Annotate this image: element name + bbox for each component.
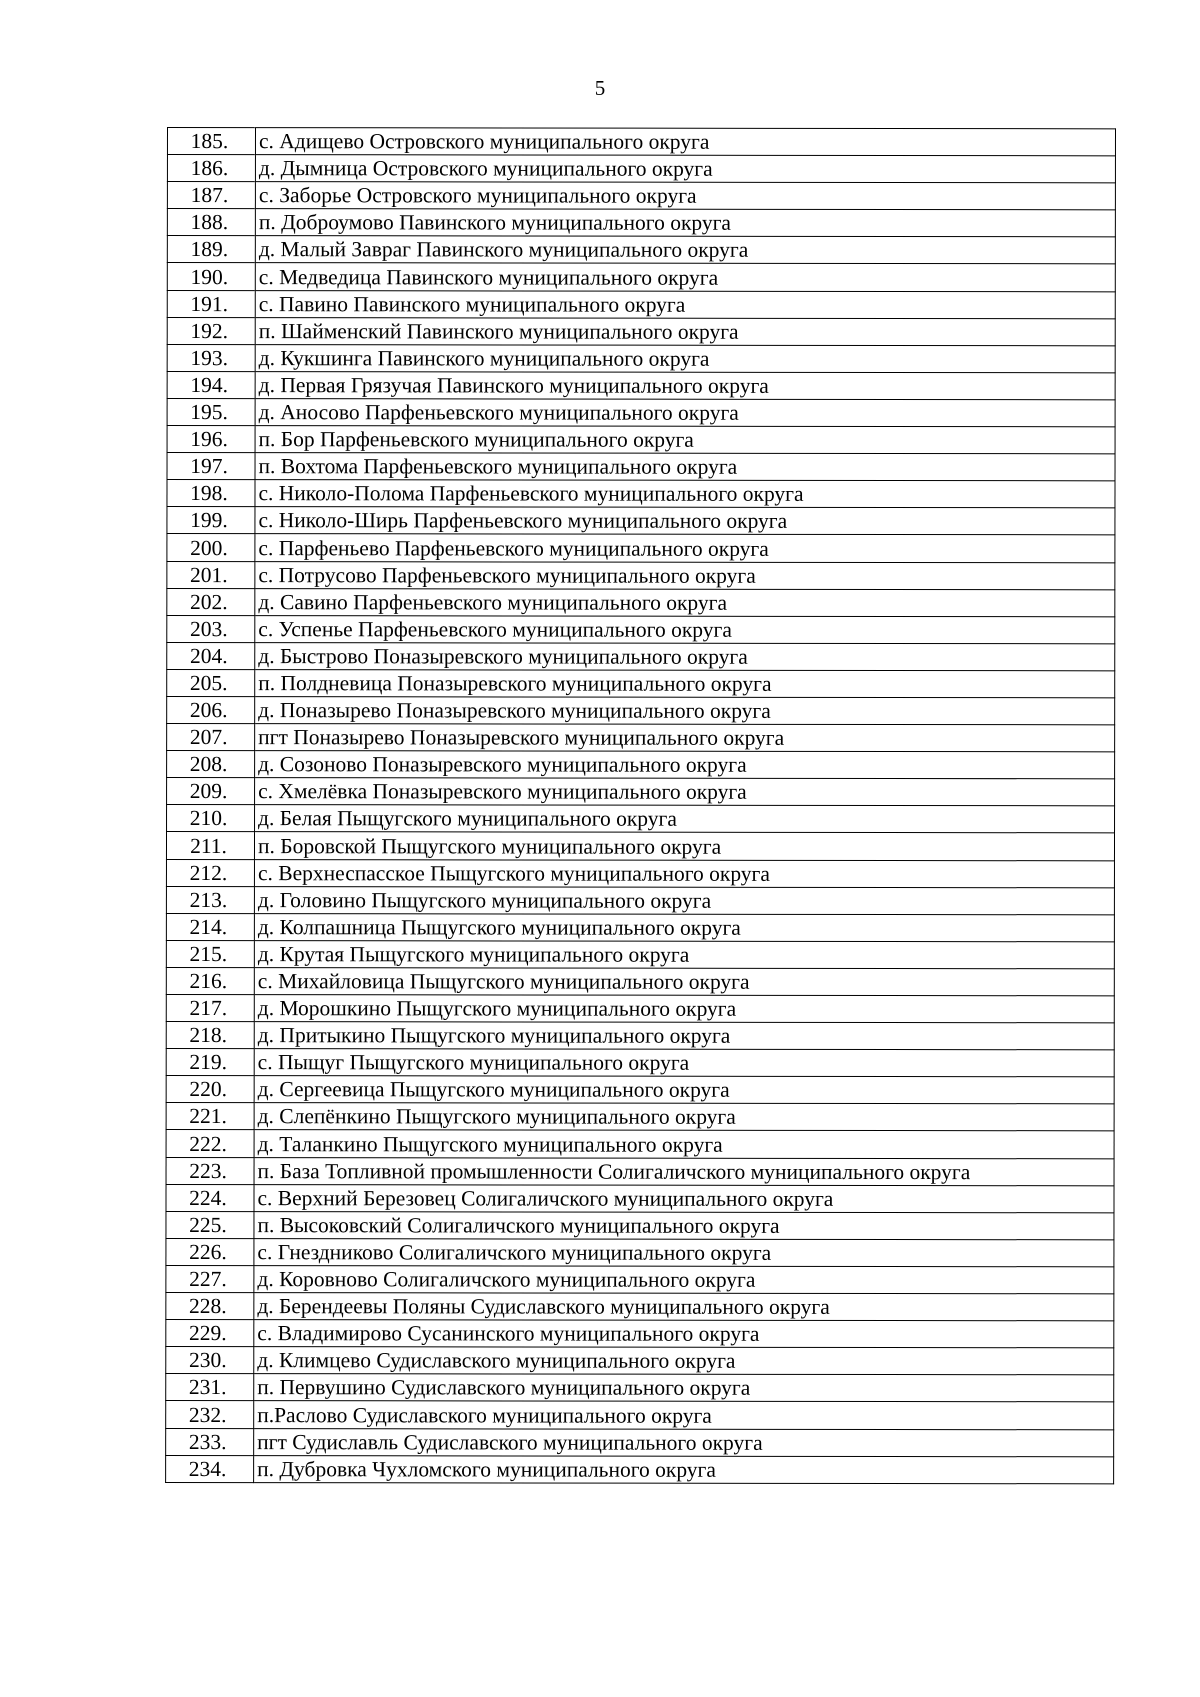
table-row (166, 1455, 1114, 1483)
table-row (167, 209, 1115, 237)
row-number: 187. (167, 182, 255, 209)
table-row (167, 398, 1115, 426)
table-row (166, 913, 1114, 941)
row-number: 227. (166, 1265, 254, 1292)
table-row (166, 1374, 1114, 1402)
table-row (166, 1130, 1114, 1158)
row-number: 189. (167, 236, 255, 263)
settlement-name: д. Сергеевица Пыщугского муниципального округа (254, 1076, 1114, 1104)
settlement-name: д. Созоново Поназыревского муниципального округа (255, 751, 1115, 779)
row-number: 217. (166, 994, 254, 1021)
settlement-name: с. Владимирово Сусанинского муниципального округа (254, 1320, 1114, 1348)
settlement-name: с. Верхний Березовец Солигаличского муниципального округа (254, 1184, 1114, 1212)
row-number: 188. (167, 209, 255, 236)
row-number: 224. (166, 1184, 254, 1211)
settlement-name: с. Заборье Островского муниципального округа (255, 182, 1115, 210)
settlement-name: с. Медведица Павинского муниципального округа (255, 263, 1115, 291)
page-number: 5 (594, 76, 606, 100)
settlement-name: с. Адищево Островского муниципального округа (255, 128, 1115, 156)
row-number: 209. (167, 778, 255, 805)
settlement-name: с. Гнездниково Солигаличского муниципального округа (254, 1238, 1114, 1266)
table-row (166, 994, 1114, 1022)
table-row (166, 1238, 1114, 1266)
row-number: 197. (167, 453, 255, 480)
row-number: 191. (167, 290, 255, 317)
settlement-name: с. Михайловица Пыщугского муниципального округа (254, 968, 1114, 996)
table-row (166, 1428, 1114, 1456)
row-number: 203. (167, 615, 255, 642)
table-row (167, 588, 1115, 616)
table-row (167, 805, 1115, 833)
settlement-name: п. Шайменский Павинского муниципального округа (255, 317, 1115, 345)
settlement-name: д. Первая Грязучая Павинского муниципального округа (255, 371, 1115, 399)
row-number: 228. (166, 1293, 254, 1320)
row-number: 210. (167, 805, 255, 832)
row-number: 234. (166, 1455, 254, 1482)
row-number: 226. (166, 1238, 254, 1265)
row-number: 192. (167, 317, 255, 344)
settlement-name: с. Парфеньево Парфеньевского муниципального округа (255, 534, 1115, 562)
settlement-name: д. Быстрово Поназыревского муниципального округа (255, 642, 1115, 670)
settlement-name: д. Головино Пыщугского муниципального округа (254, 886, 1114, 914)
row-number: 211. (166, 832, 254, 859)
table-row (167, 696, 1115, 724)
table-row (167, 724, 1115, 752)
row-number: 208. (167, 751, 255, 778)
settlement-name: пгт Судиславль Судиславского муниципального округа (254, 1428, 1114, 1456)
settlement-name: д. Слепёнкино Пыщугского муниципального округа (254, 1103, 1114, 1131)
table-row (167, 534, 1115, 562)
settlements-table-body (166, 128, 1116, 1484)
row-number: 205. (167, 669, 255, 696)
table-row (167, 426, 1115, 454)
settlement-name: п. Высоковский Солигаличского муниципального округа (254, 1211, 1114, 1239)
row-number: 231. (166, 1374, 254, 1401)
table-row (166, 1211, 1114, 1239)
row-number: 232. (166, 1401, 254, 1428)
settlement-name: с. Хмелёвка Поназыревского муниципального округа (255, 778, 1115, 806)
settlement-name: д. Климцево Судиславского муниципального округа (254, 1347, 1114, 1375)
table-row (166, 1049, 1114, 1077)
row-number: 201. (167, 561, 255, 588)
settlement-name: п. Полдневица Поназыревского муниципального округа (255, 669, 1115, 697)
settlement-name: д. Морошкино Пыщугского муниципального округа (254, 995, 1114, 1023)
row-number: 204. (167, 642, 255, 669)
row-number: 219. (166, 1049, 254, 1076)
table-row (166, 1293, 1114, 1321)
table-row (167, 317, 1115, 345)
table-row (166, 1022, 1114, 1050)
row-number: 222. (166, 1130, 254, 1157)
row-number: 185. (167, 128, 255, 155)
row-number: 213. (166, 886, 254, 913)
row-number: 212. (166, 859, 254, 886)
row-number: 214. (166, 913, 254, 940)
settlement-name: д. Малый Завраг Павинского муниципального округа (255, 236, 1115, 264)
table-row (167, 290, 1115, 318)
settlements-table (165, 127, 1116, 1484)
row-number: 206. (167, 696, 255, 723)
row-number: 200. (167, 534, 255, 561)
table-row (167, 182, 1115, 210)
table-row (167, 751, 1115, 779)
settlement-name: д. Колпашница Пыщугского муниципального округа (254, 913, 1114, 941)
settlement-name: д. Дымница Островского муниципального округа (255, 155, 1115, 183)
table-row (167, 371, 1115, 399)
row-number: 193. (167, 344, 255, 371)
table-row (166, 1157, 1114, 1185)
row-number: 207. (167, 724, 255, 751)
table-row (167, 480, 1115, 508)
row-number: 194. (167, 371, 255, 398)
settlement-name: с. Пыщуг Пыщугского муниципального округа (254, 1049, 1114, 1077)
table-row (166, 1401, 1114, 1429)
settlement-name: с. Николо-Ширь Парфеньевского муниципального округа (255, 507, 1115, 535)
settlement-name: п. Бор Парфеньевского муниципального округа (255, 426, 1115, 454)
row-number: 199. (167, 507, 255, 534)
row-number: 190. (167, 263, 255, 290)
settlement-name: д. Поназырево Поназыревского муниципального округа (255, 697, 1115, 725)
row-number: 198. (167, 480, 255, 507)
settlement-name: пгт Поназырево Поназыревского муниципального округа (255, 724, 1115, 752)
settlement-name: п. Боровской Пыщугского муниципального округа (254, 832, 1114, 860)
row-number: 233. (166, 1428, 254, 1455)
settlement-name: д. Таланкино Пыщугского муниципального округа (254, 1130, 1114, 1158)
settlement-name: д. Берендеевы Поляны Судиславского муниципального округа (254, 1293, 1114, 1321)
settlement-name: с. Павино Павинского муниципального округа (255, 290, 1115, 318)
table-row (167, 642, 1115, 670)
row-number: 220. (166, 1076, 254, 1103)
settlement-name: д. Кукшинга Павинского муниципального округа (255, 344, 1115, 372)
row-number: 186. (167, 155, 255, 182)
row-number: 195. (167, 398, 255, 425)
table-row (166, 886, 1114, 914)
settlement-name: п. Вохтома Парфеньевского муниципального округа (255, 453, 1115, 481)
settlement-name: с. Потрусово Парфеньевского муниципального округа (255, 561, 1115, 589)
table-row (166, 1184, 1114, 1212)
row-number: 229. (166, 1320, 254, 1347)
row-number: 216. (166, 967, 254, 994)
settlement-name: п. Доброумово Павинского муниципального округа (255, 209, 1115, 237)
row-number: 196. (167, 426, 255, 453)
table-row (167, 669, 1115, 697)
row-number: 221. (166, 1103, 254, 1130)
table-row (167, 453, 1115, 481)
row-number: 225. (166, 1211, 254, 1238)
settlement-name: п. Дубровка Чухломского муниципального округа (254, 1455, 1114, 1483)
table-row (166, 940, 1114, 968)
table-row (166, 859, 1114, 887)
table-row (167, 778, 1115, 806)
settlement-name: д. Притыкино Пыщугского муниципального округа (254, 1022, 1114, 1050)
table-row (167, 344, 1115, 372)
settlement-name: п. Первушино Судиславского муниципального округа (254, 1374, 1114, 1402)
row-number: 218. (166, 1022, 254, 1049)
row-number: 215. (166, 940, 254, 967)
table-row (166, 832, 1114, 860)
row-number: 202. (167, 588, 255, 615)
table-row (167, 236, 1115, 264)
settlement-name: д. Коровново Солигаличского муниципального округа (254, 1266, 1114, 1294)
settlement-name: п.Раслово Судиславского муниципального округа (254, 1401, 1114, 1429)
settlement-name: с. Успенье Парфеньевского муниципального округа (255, 615, 1115, 643)
table-row (166, 1076, 1114, 1104)
table-row (166, 1347, 1114, 1375)
table-row (166, 967, 1114, 995)
settlement-name: д. Аносово Парфеньевского муниципального округа (255, 399, 1115, 427)
settlement-name: д. Крутая Пыщугского муниципального округа (254, 940, 1114, 968)
settlement-name: д. Белая Пыщугского муниципального округа (255, 805, 1115, 833)
settlement-name: с. Верхнеспасское Пыщугского муниципального округа (254, 859, 1114, 887)
table-row (166, 1320, 1114, 1348)
table-row (167, 561, 1115, 589)
row-number: 223. (166, 1157, 254, 1184)
settlement-name: п. База Топливной промышленности Солигаличского муниципального округа (254, 1157, 1114, 1185)
table-row (167, 615, 1115, 643)
table-row (167, 128, 1115, 156)
table-row (167, 155, 1115, 183)
settlement-name: д. Савино Парфеньевского муниципального округа (255, 588, 1115, 616)
table-row (166, 1103, 1114, 1131)
table-row (166, 1265, 1114, 1293)
settlement-name: с. Николо-Полома Парфеньевского муниципального округа (255, 480, 1115, 508)
table-row (167, 263, 1115, 291)
table-row (167, 507, 1115, 535)
row-number: 230. (166, 1347, 254, 1374)
